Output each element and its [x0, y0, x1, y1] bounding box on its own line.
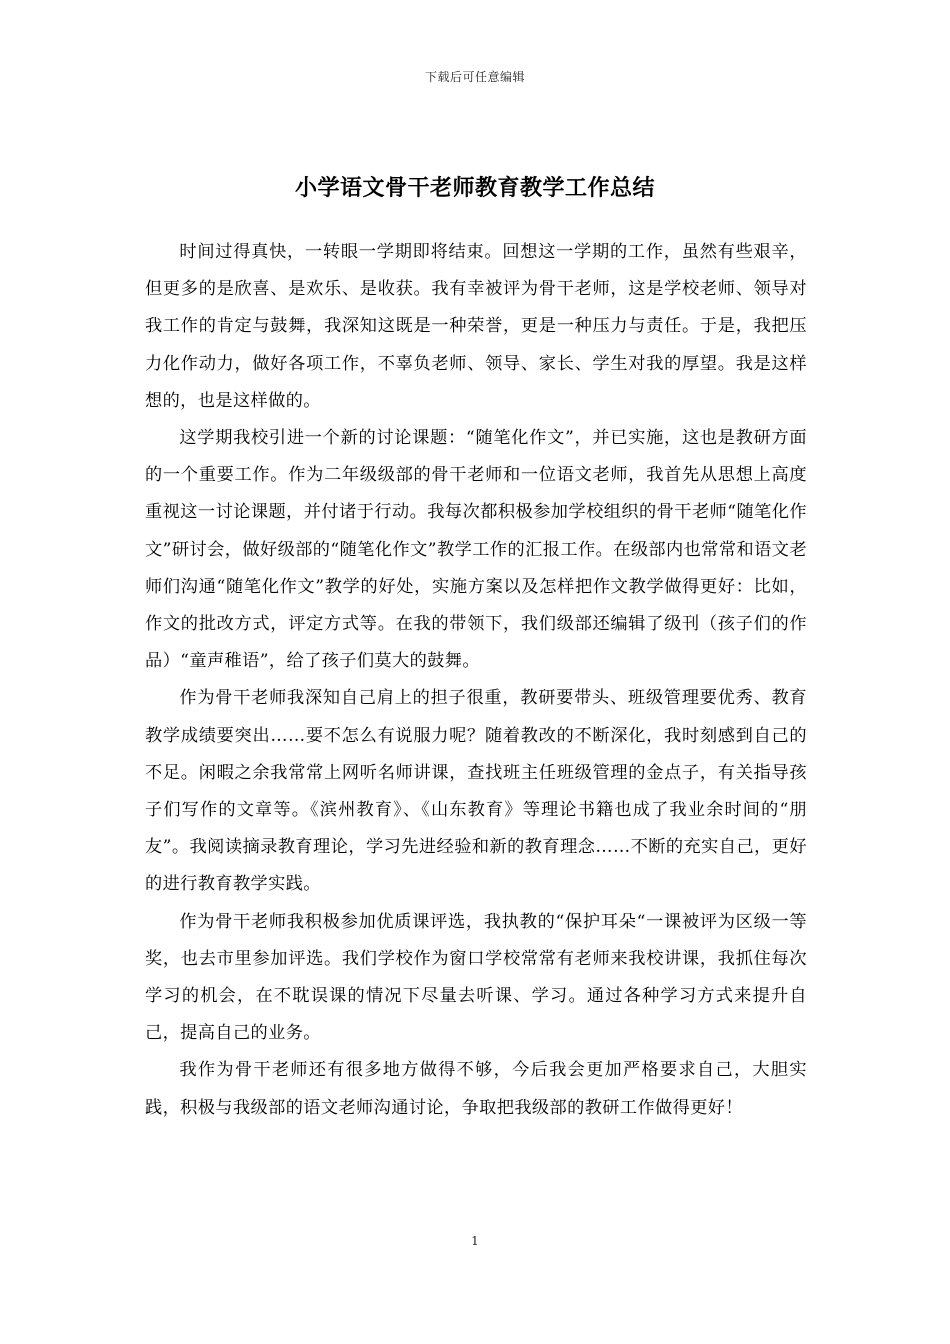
document-body [145, 234, 807, 1127]
paragraph-3: 作为骨干老师我深知自己肩上的担子很重，教研要带头、班级管理要优秀、教育教学成绩要突出……要不怎么有说服力呢？随着教改的不断深化，我时刻感到自己的不足。闲暇之余我常常上网听名师讲课，查找班主任班级管理的金点子，有关指导孩子们写作的文章等。《滨州教育》、《山东教育》等理论书籍也成了我业余时间的“朋友”。我阅读摘录教育理论，学习先进经验和新的教育理念……不断的充实自己，更好的进行教育教学实践。 [145, 688, 807, 895]
page-number: 1 [471, 1234, 479, 1248]
paragraph-2: 这学期我校引进一个新的讨论课题：“随笔化作文”，并已实施，这也是教研方面的一个重要工作。作为二年级级部的骨干老师和一位语文老师，我首先从思想上高度重视这一讨论课题，并付诸于行动。我每次都积极参加学校组织的骨干老师“随笔化作文”研讨会，做好级部的“随笔化作文”教学工作的汇报工作。在级部内也常常和语文老师们沟通“随笔化作文”教学的好处，实施方案以及怎样把作文教学做得更好：比如，作文的批改方式，评定方式等。在我的带领下，我们级部还编辑了级刊（孩子们的作品）“童声稚语”，给了孩子们莫大的鼓舞。 [145, 428, 807, 672]
paragraph-5: 我作为骨干老师还有很多地方做得不够，今后我会更加严格要求自己，大胆实践，积极与我级部的语文老师沟通讨论，争取把我级部的教研工作做得更好！ [145, 1060, 807, 1118]
header-note: 下载后可任意编辑 [424, 70, 525, 84]
document-title: 小学语文骨干老师教育教学工作总结 [294, 174, 655, 201]
paragraph-1: 时间过得真快，一转眼一学期即将结束。回想这一学期的工作，虽然有些艰辛，但更多的是欣喜、是欢乐、是收获。我有幸被评为骨干老师，这是学校老师、领导对我工作的肯定与鼓舞，我深知这既是一种荣誉，更是一种压力与责任。于是，我把压力化作动力，做好各项工作，不辜负老师、领导、家长、学生对我的厚望。我是这样想的，也是这样做的。 [145, 242, 807, 411]
paragraph-4: 作为骨干老师我积极参加优质课评选，我执教的“保护耳朵“一课被评为区级一等奖，也去市里参加评选。我们学校作为窗口学校常常有老师来我校讲课，我抓住每次学习的机会，在不耽误课的情况下尽量去听课、学习。通过各种学习方式来提升自己，提高自己的业务。 [145, 911, 807, 1044]
